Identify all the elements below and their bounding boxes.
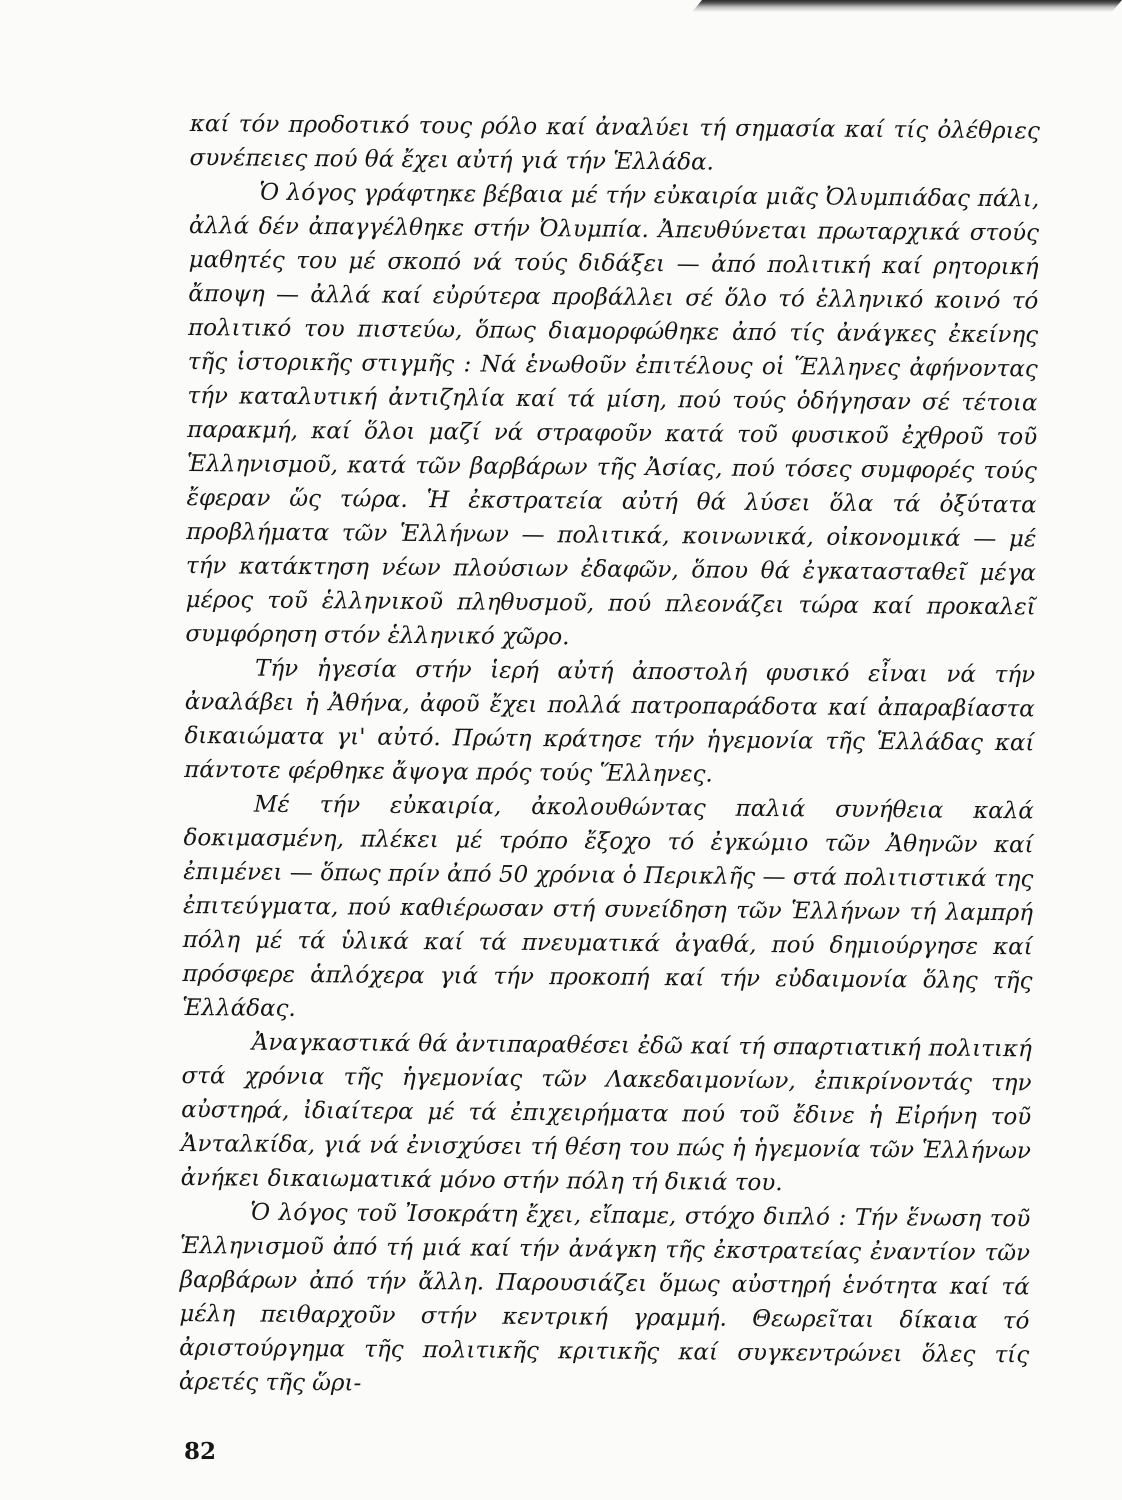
page-body [179,107,1040,1406]
paragraph-sparta-critique: Ἀναγκαστικά θά ἀντιπαραθέσει ἐδῶ καί τή σπαρτιατική πολιτική στά χρόνια τῆς ἡγεμονίας τῶν Λακεδαιμονίων, ἐπικρίνοντάς την αὐστηρά, ἰδιαίτερα μέ τά ἐπιχειρήματα πού τοῦ ἔδινε ἡ Εἰρήνη τοῦ Ἀνταλκίδα, γιά νά ἐνισχύσει τή θέση του πώς ἡ ἡγεμονία τῶν Ἑλλήνων ἀνήκει δικαιωματικά μόνο στήν πόλη τή δικιά του. [180,1029,1032,1197]
scan-page-edge [692,0,1122,12]
paragraph-olympiad-speech: Ὁ λόγος γράφτηκε βέβαια μέ τήν εὐκαιρία μιᾶς Ὀλυμπιάδας πάλι, ἀλλά δέν ἀπαγγέλθηκε στήν Ὀλυμπία. Ἀπευθύνεται πρωταρχικά στούς μαθητές του μέ σκοπό νά τούς διδάξει — ἀπό πολιτική καί ρητορική ἄποψη — ἀλλά καί εὐρύτερα προβάλλει σέ ὅλο τό ἑλληνικό κοινό τό πολιτικό του πιστεύω, ὅπως διαμορφώθηκε ἀπό τίς ἀνάγκες ἐκείνης τῆς ἱστορικῆς στιγμῆς : Νά ἑνωθοῦν ἐπιτέλους οἱ Ἕλληνες ἀφήνοντας τήν καταλυτική ἀντιζηλία καί τά μίση, πού τούς ὁδήγησαν σέ τέτοια παρακμή, καί ὅλοι μαζί νά στραφοῦν κατά τοῦ φυσικοῦ ἐχθροῦ τοῦ Ἑλληνισμοῦ, κατά τῶν βαρβάρων τῆς Ἀσίας, πού τόσες συμφορές τούς ἔφεραν ὥς τώρα. Ἡ ἐκστρατεία αὐτή θά λύσει ὅλα τά ὀξύτατα προβλήματα τῶν Ἑλλήνων — πολιτικά, κοινωνικά, οἰκονομικά — μέ τήν κατάκτηση νέων πλούσιων ἐδαφῶν, ὅπου θά ἐγκατασταθεῖ μέγα μέρος τοῦ ἑλληνικοῦ πληθυσμοῦ, πού πλεονάζει τώρα καί προκαλεῖ συμφόρηση στόν ἑλληνικό χῶρο. [185,179,1040,651]
paragraph-isocrates-aim: Ὁ λόγος τοῦ Ἰσοκράτη ἔχει, εἴπαμε, στόχο διπλό : Τήν ἕνωση τοῦ Ἑλληνισμοῦ ἀπό τή μιά καί τήν ἀνάγκη τῆς ἐκστρατείας ἐναντίον τῶν βαρβάρων ἀπό τήν ἄλλη. Παρουσιάζει ὅμως αὐστηρή ἑνότητα καί τά μέλη πειθαρχοῦν στήν κεντρική γραμμή. Θεωρεῖται δίκαια τό ἀριστούργημα τῆς πολιτικῆς κριτικῆς καί συγκεντρώνει ὅλες τίς ἀρετές τῆς ὥρι- [178,1199,1031,1397]
page-number: 82 [184,1438,217,1465]
paragraph-athens-leadership: Τήν ἡγεσία στήν ἱερή αὐτή ἀποστολή φυσικό εἶναι νά τήν ἀναλάβει ἡ Ἀθήνα, ἀφοῦ ἔχει πολλά πατροπαράδοτα καί ἀπαραβίαστα δικαιώματα γι' αὐτό. Πρώτη κράτησε τήν ἡγεμονία τῆς Ἑλλάδας καί πάντοτε φέρθηκε ἄψογα πρός τούς Ἕλληνες. [184,655,1036,788]
paragraph-continuation: καί τόν προδοτικό τους ρόλο καί ἀναλύει τή σημασία καί τίς ὀλέθριες συνέπειες πού θά ἔχει αὐτή γιά τήν Ἑλλάδα. [189,110,1040,176]
paragraph-athens-encomium: Μέ τήν εὐκαιρία, ἀκολουθώντας παλιά συνήθεια καλά δοκιμασμένη, πλέκει μέ τρόπο ἔξοχο τό ἐγκώμιο τῶν Ἀθηνῶν καί ἐπιμένει — ὅπως πρίν ἀπό 50 χρόνια ὁ Περικλῆς — στά πολιτιστικά της ἐπιτεύγματα, πού καθιέρωσαν στή συνείδηση τῶν Ἑλλήνων τή λαμπρή πόλη μέ τά ὑλικά καί τά πνευματικά ἀγαθά, πού δημιούργησε καί πρόσφερε ἁπλόχερα γιά τήν προκοπή καί τήν εὐδαιμονία ὅλης τῆς Ἑλλάδας. [182,791,1034,1022]
